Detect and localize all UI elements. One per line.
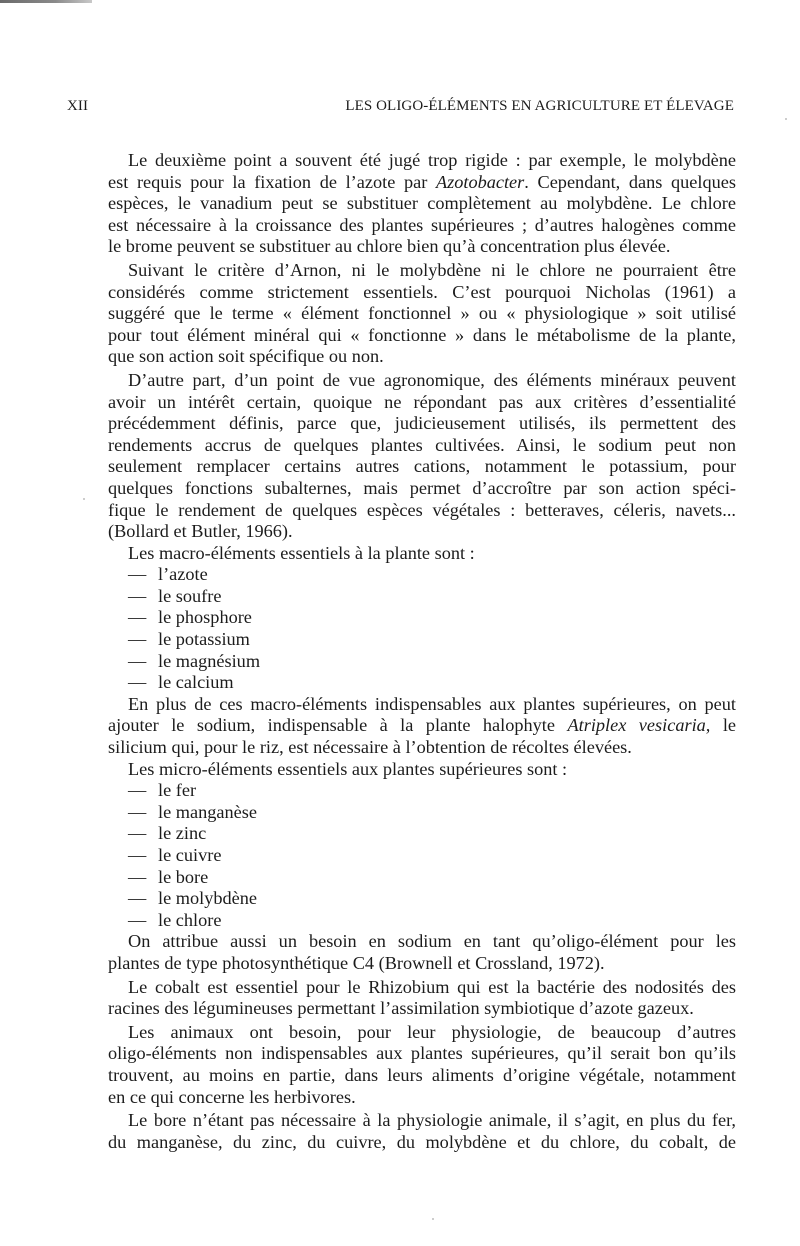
dash-bullet: — bbox=[128, 607, 147, 628]
page-number: XII bbox=[67, 98, 89, 114]
scan-speck bbox=[432, 1218, 434, 1220]
paragraph bbox=[108, 1110, 736, 1153]
dash-bullet: — bbox=[128, 845, 147, 865]
text-line: considérés comme strictement essentiels. C’est pourquoi Nicholas (1961) a bbox=[108, 281, 736, 302]
text-line: racines des légumineuses permettant l’assimilation symbiotique d’azote gazeux. bbox=[108, 998, 694, 1019]
text-line: le brome peuvent se substituer au chlore bien qu’à concentration plus élevée. bbox=[108, 236, 671, 257]
italic-species-name: Atriplex vesicaria, bbox=[567, 715, 711, 736]
list-item: — le soufre bbox=[128, 585, 222, 606]
list-item: — le calcium bbox=[128, 672, 234, 693]
dash-bullet: — bbox=[128, 888, 147, 909]
list-item: — le fer bbox=[128, 780, 197, 801]
italic-term: Azotobacter bbox=[435, 171, 525, 192]
text-line: Le bore n’étant pas nécessaire à la physiologie animale, il s’agit, en plus du fer, bbox=[128, 1110, 736, 1131]
text-line: Le cobalt est essentiel pour le Rhizobium qui est la bactérie des nodosités des bbox=[128, 976, 736, 997]
dash-bullet: — bbox=[128, 650, 147, 671]
text-line: ajouter le sodium, indispensable à la plante halophyte Atriplex vesicaria, le bbox=[108, 715, 737, 736]
text-line: seulement remplacer certains autres cations, notamment le potassium, pour bbox=[108, 456, 736, 477]
scan-speck bbox=[785, 118, 787, 120]
running-head bbox=[67, 98, 734, 120]
text-line: pour tout élément minéral qui « fonctionne » dans le métabolisme de la plante, bbox=[108, 324, 736, 345]
text-line: rendements accrus de quelques plantes cultivées. Ainsi, le sodium peut non bbox=[108, 434, 736, 455]
dash-bullet: — bbox=[128, 629, 147, 650]
list-intro: Les micro-éléments essentiels aux plantes supérieures sont : bbox=[128, 758, 568, 779]
text-line: silicium qui, pour le riz, est nécessaire à l’obtention de récoltes élevées. bbox=[108, 737, 632, 758]
paragraph bbox=[108, 1022, 736, 1108]
text-line: En plus de ces macro-éléments indispensables aux plantes supérieures, on peut bbox=[128, 693, 736, 714]
text-line: Le deuxième point a souvent été jugé trop rigide : par exemple, le molybdène bbox=[128, 150, 736, 170]
text-line: suggéré que le terme « élément fonctionnel » ou « physiologique » soit utilisé bbox=[108, 303, 736, 324]
text-line: (Bollard et Butler, 1966). bbox=[108, 521, 293, 542]
list-intro: Les macro-éléments essentiels à la plante sont : bbox=[128, 542, 475, 563]
text-line: oligo-éléments non indispensables aux plantes supérieures, qu’il serait bon qu’ils bbox=[108, 1043, 736, 1064]
paragraph bbox=[108, 370, 736, 543]
text-line: trouvent, au moins en partie, dans leurs aliments d’origine végétale, notamment bbox=[108, 1064, 736, 1085]
macro-elements-list bbox=[108, 564, 736, 694]
paragraph bbox=[108, 931, 736, 974]
dash-bullet: — bbox=[128, 801, 147, 822]
text-line: D’autre part, d’un point de vue agronomique, des éléments minéraux peuvent bbox=[128, 369, 736, 390]
text-line: est nécessaire à la croissance des plantes supérieures ; d’autres halogènes comme bbox=[108, 214, 736, 235]
list-item: — le chlore bbox=[128, 909, 222, 930]
text-line: que son action soit spécifique ou non. bbox=[108, 346, 384, 367]
text-line: précédemment définis, parce que, judicieusement utilisés, ils permettent des bbox=[108, 413, 736, 434]
list-item: — le molybdène bbox=[128, 888, 257, 909]
body-text bbox=[108, 150, 736, 1153]
dash-bullet: — bbox=[128, 866, 147, 887]
list-item: — le zinc bbox=[128, 823, 207, 844]
list-item: — le potassium bbox=[128, 629, 250, 650]
paragraph bbox=[108, 150, 736, 258]
list-item: — le manganèse bbox=[128, 801, 257, 822]
dash-bullet: — bbox=[128, 564, 147, 585]
scan-speck bbox=[83, 498, 85, 500]
text-line: fique le rendement de quelques espèces végétales : betteraves, céleris, navets... bbox=[108, 499, 736, 520]
text-line: avoir un intérêt certain, quoique ne répondant pas aux critères d’essentialité bbox=[108, 391, 736, 412]
text-line: espèces, le vanadium peut se substituer complètement au molybdène. Le chlore bbox=[108, 193, 736, 214]
scan-edge-mark bbox=[0, 0, 92, 3]
text-line: Suivant le critère d’Arnon, ni le molybdène ni le chlore ne pourraient être bbox=[128, 259, 736, 280]
text-line: est requis pour la fixation de l’azote par Azotobacter. Cependant, dans quelques bbox=[108, 171, 737, 192]
list-item: — le magnésium bbox=[128, 650, 261, 671]
paragraph bbox=[108, 694, 736, 759]
text-line: du manganèse, du zinc, du cuivre, du molybdène et du chlore, du cobalt, de bbox=[108, 1131, 736, 1152]
list-item: — le phosphore bbox=[128, 607, 252, 628]
micro-elements-list bbox=[108, 780, 736, 931]
text-line: On attribue aussi un besoin en sodium en tant qu’oligo-élément pour les bbox=[128, 931, 736, 952]
paragraph bbox=[108, 977, 736, 1020]
running-head-title: LES OLIGO-ÉLÉMENTS EN AGRICULTURE ET ÉLEVAGE bbox=[345, 98, 734, 114]
text-line: Les animaux ont besoin, pour leur physiologie, de beaucoup d’autres bbox=[128, 1021, 736, 1042]
text-line: quelques fonctions subalternes, mais permet d’accroître par son action spéci- bbox=[108, 477, 736, 498]
dash-bullet: — bbox=[128, 823, 147, 844]
text-line: en ce qui concerne les herbivores. bbox=[108, 1086, 356, 1107]
dash-bullet: — bbox=[128, 672, 147, 693]
paragraph bbox=[108, 260, 736, 368]
dash-bullet: — bbox=[128, 585, 147, 606]
list-item: — le bore bbox=[128, 866, 209, 887]
list-item: — l’azote bbox=[128, 564, 208, 585]
dash-bullet: — bbox=[128, 909, 147, 930]
dash-bullet: — bbox=[128, 780, 147, 801]
list-item: — le cuivre bbox=[128, 845, 222, 865]
text-line: plantes de type photosynthétique C4 (Brownell et Crossland, 1972). bbox=[108, 952, 605, 973]
